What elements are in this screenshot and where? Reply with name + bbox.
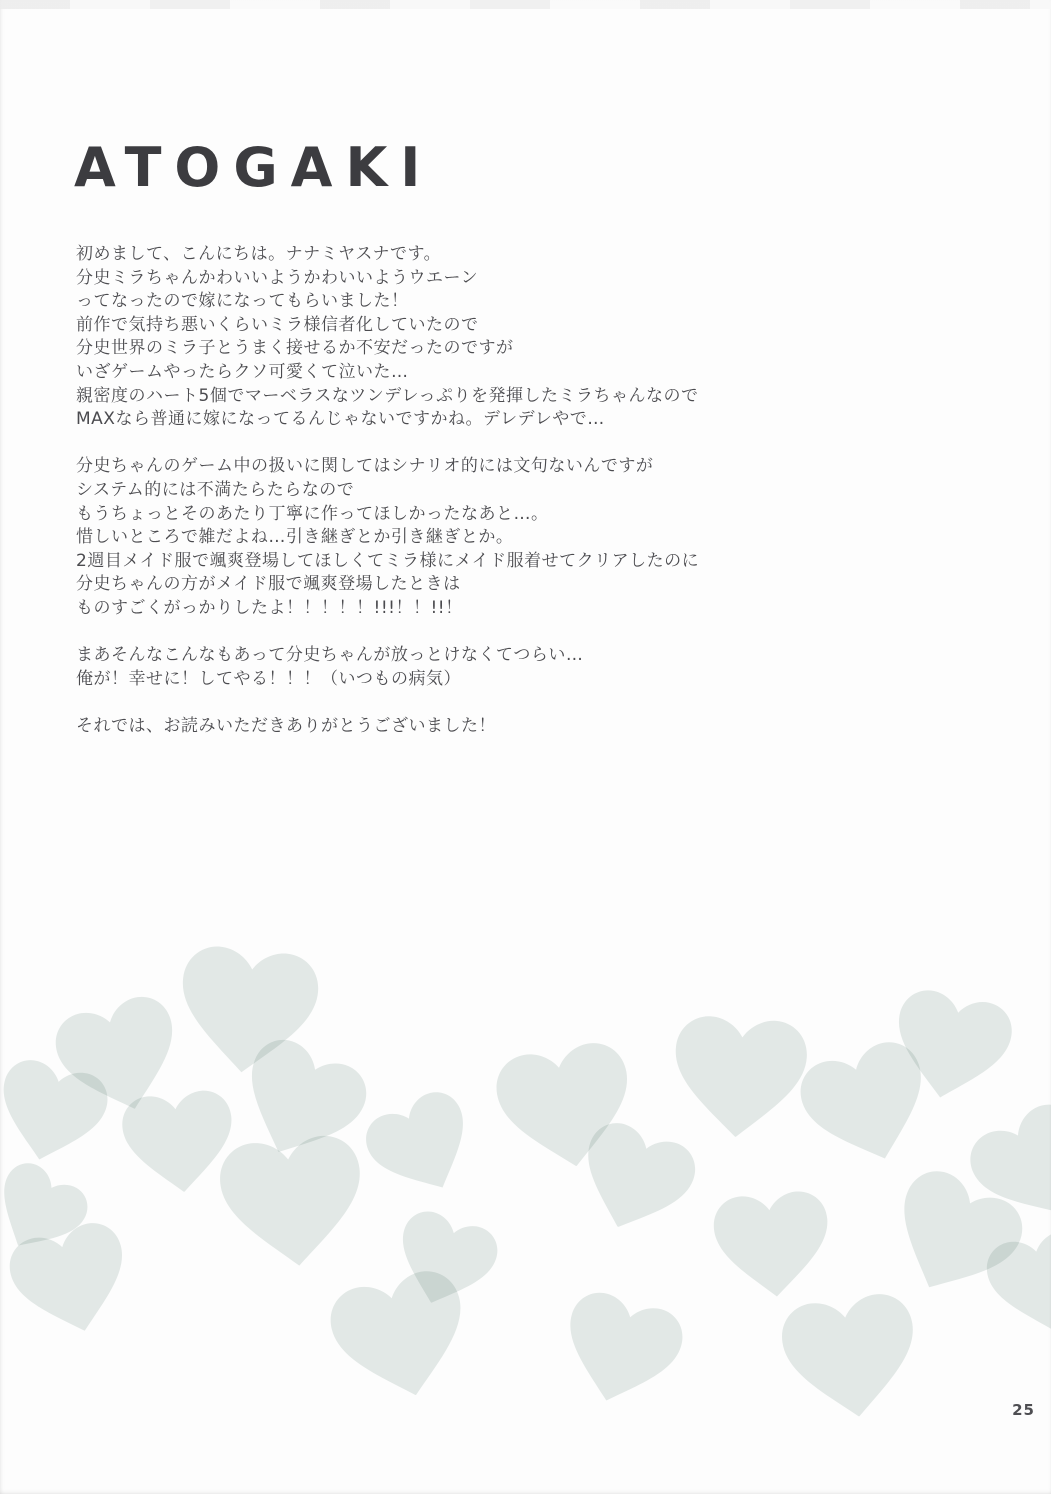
heart-icon [972,1214,1051,1342]
afterword-line: 分史ちゃんのゲーム中の扱いに関してはシナリオ的には文句ないんですが [76,456,654,477]
heart-icon [780,1020,951,1180]
afterword-line: 2週目メイド服で颯爽登場してほしくてミラ様にメイド服着せてクリアしたのに [76,550,700,571]
heart-icon [0,1145,105,1271]
heart-icon [559,1103,714,1249]
afterword-line: ものすごくがっかりしたよ！！！！！!!!！！!!！ [76,597,463,618]
heart-icon [0,1204,148,1348]
afterword-line: 親密度のハート5個でマーベラスなツンデレっぷりを発揮したミラちゃんなので [76,385,699,406]
heart-icon [0,1043,123,1174]
scan-edge-artifact [0,0,1051,9]
afterword-line: それでは、お読みいただきありがとうございました！ [76,715,496,736]
afterword-paragraph [76,455,976,620]
afterword-paragraph [76,715,976,739]
page-number: 25 [1012,1401,1035,1419]
afterword-line: MAXなら普通に嫁になってるんじゃないですかね。デレデレやで… [76,409,605,430]
heart-icon [164,929,332,1080]
afterword-line: 惜しいところで雑だよね…引き継ぎとか引き継ぎとか。 [76,527,514,548]
afterword-paragraph [76,243,976,432]
heart-icon [480,1024,651,1179]
afterword-line: 初めまして、こんにちは。ナナミヤスナです。 [76,244,442,264]
afterword-line: 前作で気持ち悪いくらいミラ様信者化していたので [76,314,479,335]
heart-icon [661,1001,820,1142]
afterword-line: もうちょっとそのあたり丁寧に作ってほしかったなあと…。 [76,503,549,524]
afterword-paragraph [76,644,976,691]
afterword-text [76,243,976,738]
afterword-line: 俺が！幸せに！してやる！！！（いつもの病気） [76,668,461,689]
afterword-line: 分史世界のミラ子とうまく接せるか不安だったのですが [76,338,514,359]
afterword-line: 分史ちゃんの方がメイド服で颯爽登場したときは [76,574,461,595]
heart-icon [767,1277,934,1428]
heart-icon [866,1146,1046,1317]
heart-icon [948,1081,1051,1242]
afterword-line: 分史ミラちゃんかわいいようかわいいようウエーン [76,267,479,288]
heart-icon [216,1017,387,1180]
afterword-line: システム的には不満たらたらなので [76,479,355,500]
heart-icon [311,1250,488,1414]
heart-icon [346,1072,493,1213]
heart-icon [110,1077,246,1199]
heart-icon [877,973,1028,1111]
afterword-line: まあそんなこんなもあって分史ちゃんが放っとけなくてつらい… [76,645,584,666]
afterword-line: いざゲームやったらクソ可愛くて泣いた… [76,361,409,382]
heart-icon [702,1178,841,1303]
afterword-line: ってなったので嫁になってもらいました！ [76,291,409,312]
page-title: ATOGAKI [74,136,434,199]
heart-icon [205,1118,379,1274]
heart-icon [544,1273,700,1418]
heart-icon [37,977,199,1128]
heart-icon [379,1194,513,1320]
